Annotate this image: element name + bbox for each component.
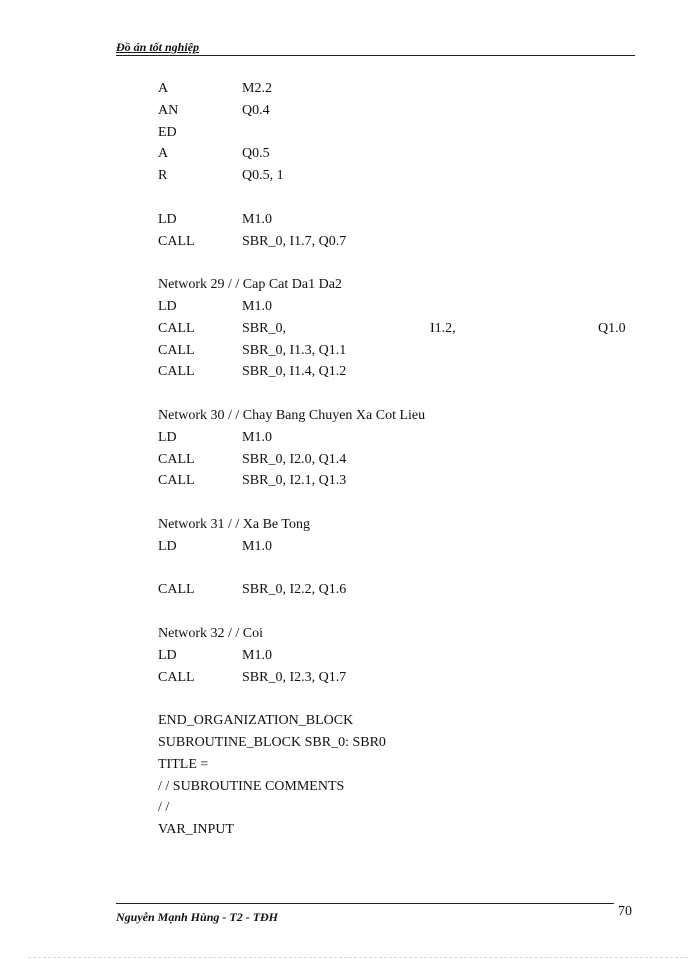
code-line [158,296,638,318]
header-rule [116,55,635,56]
instruction: R [158,168,168,184]
operand: SBR_0, I2.3, Q1.7 [242,669,347,685]
instruction: LD [158,538,177,554]
code-line [158,361,638,383]
code-statement: / / [158,800,170,816]
instruction: CALL [158,320,195,336]
instruction: CALL [158,364,195,380]
instruction: CALL [158,582,195,598]
operand: M1.0 [242,211,272,227]
code-line [158,274,638,296]
code-line [158,405,638,427]
footer-rule [116,903,614,904]
blank-line [158,688,638,710]
code-statement: / / SUBROUTINE COMMENTS [158,778,345,794]
operand: Q1.0 [598,320,626,336]
operand: SBR_0, I1.3, Q1.1 [242,342,347,358]
instruction: LD [158,211,177,227]
instruction: LD [158,298,177,314]
code-line [158,340,638,362]
code-statement: VAR_INPUT [158,822,234,838]
operand: SBR_0, I1.7, Q0.7 [242,233,347,249]
code-line [158,122,638,144]
code-line [158,318,638,340]
instruction: A [158,81,169,96]
code-line [158,100,638,122]
code-line [158,732,638,754]
instruction: CALL [158,473,195,489]
page-bottom-border [28,957,688,958]
blank-line [158,187,638,209]
blank-line [158,601,638,623]
operand: SBR_0, I2.2, Q1.6 [242,582,347,598]
operand: SBR_0, I1.4, Q1.2 [242,364,347,380]
operand: M1.0 [242,647,272,663]
code-line [158,427,638,449]
code-line [158,797,638,819]
blank-line [158,252,638,274]
code-statement: SUBROUTINE_BLOCK SBR_0: SBR0 [158,734,386,750]
code-line [158,143,638,165]
operand: SBR_0, [242,320,286,336]
code-line [158,623,638,645]
code-line [158,710,638,732]
operand: SBR_0, I2.0, Q1.4 [242,451,347,467]
code-line [158,209,638,231]
operand: Q0.5 [242,146,270,162]
code-statement: TITLE = [158,756,209,772]
operand: SBR_0, I2.1, Q1.3 [242,473,347,489]
blank-line [158,558,638,580]
code-listing [158,78,638,841]
code-line [158,165,638,187]
instruction: CALL [158,233,195,249]
instruction: CALL [158,451,195,467]
code-line [158,754,638,776]
blank-line [158,492,638,514]
code-statement: Network 30 / / Chay Bang Chuyen Xa Cot Lieu [158,407,426,423]
code-line [158,536,638,558]
blank-line [158,383,638,405]
code-statement: END_ORGANIZATION_BLOCK [158,713,354,729]
operand: M2.2 [242,81,272,96]
instruction: ED [158,124,177,140]
code-line [158,667,638,689]
code-line [158,776,638,798]
code-statement: Network 31 / / Xa Be Tong [158,516,310,532]
code-line [158,470,638,492]
operand: M1.0 [242,538,272,554]
code-line [158,514,638,536]
operand: Q0.4 [242,102,270,118]
code-line [158,645,638,667]
header-title: Đồ án tốt nghiệp [116,40,200,54]
operand: I1.2, [430,320,456,336]
instruction: CALL [158,342,195,358]
code-statement: Network 32 / / Coi [158,625,263,641]
code-line [158,449,638,471]
code-line [158,819,638,841]
operand: M1.0 [242,429,272,445]
operand: Q0.5, 1 [242,168,284,184]
operand: M1.0 [242,298,272,314]
instruction: A [158,146,169,162]
instruction: AN [158,102,179,118]
page-number: 70 [618,904,632,919]
instruction: LD [158,647,177,663]
footer-author: Nguyễn Mạnh Hùng - T2 - TĐH [116,910,279,924]
code-line [158,231,638,253]
instruction: CALL [158,669,195,685]
code-statement: Network 29 / / Cap Cat Da1 Da2 [158,277,342,293]
code-line [158,78,638,100]
instruction: LD [158,429,177,445]
code-line [158,579,638,601]
